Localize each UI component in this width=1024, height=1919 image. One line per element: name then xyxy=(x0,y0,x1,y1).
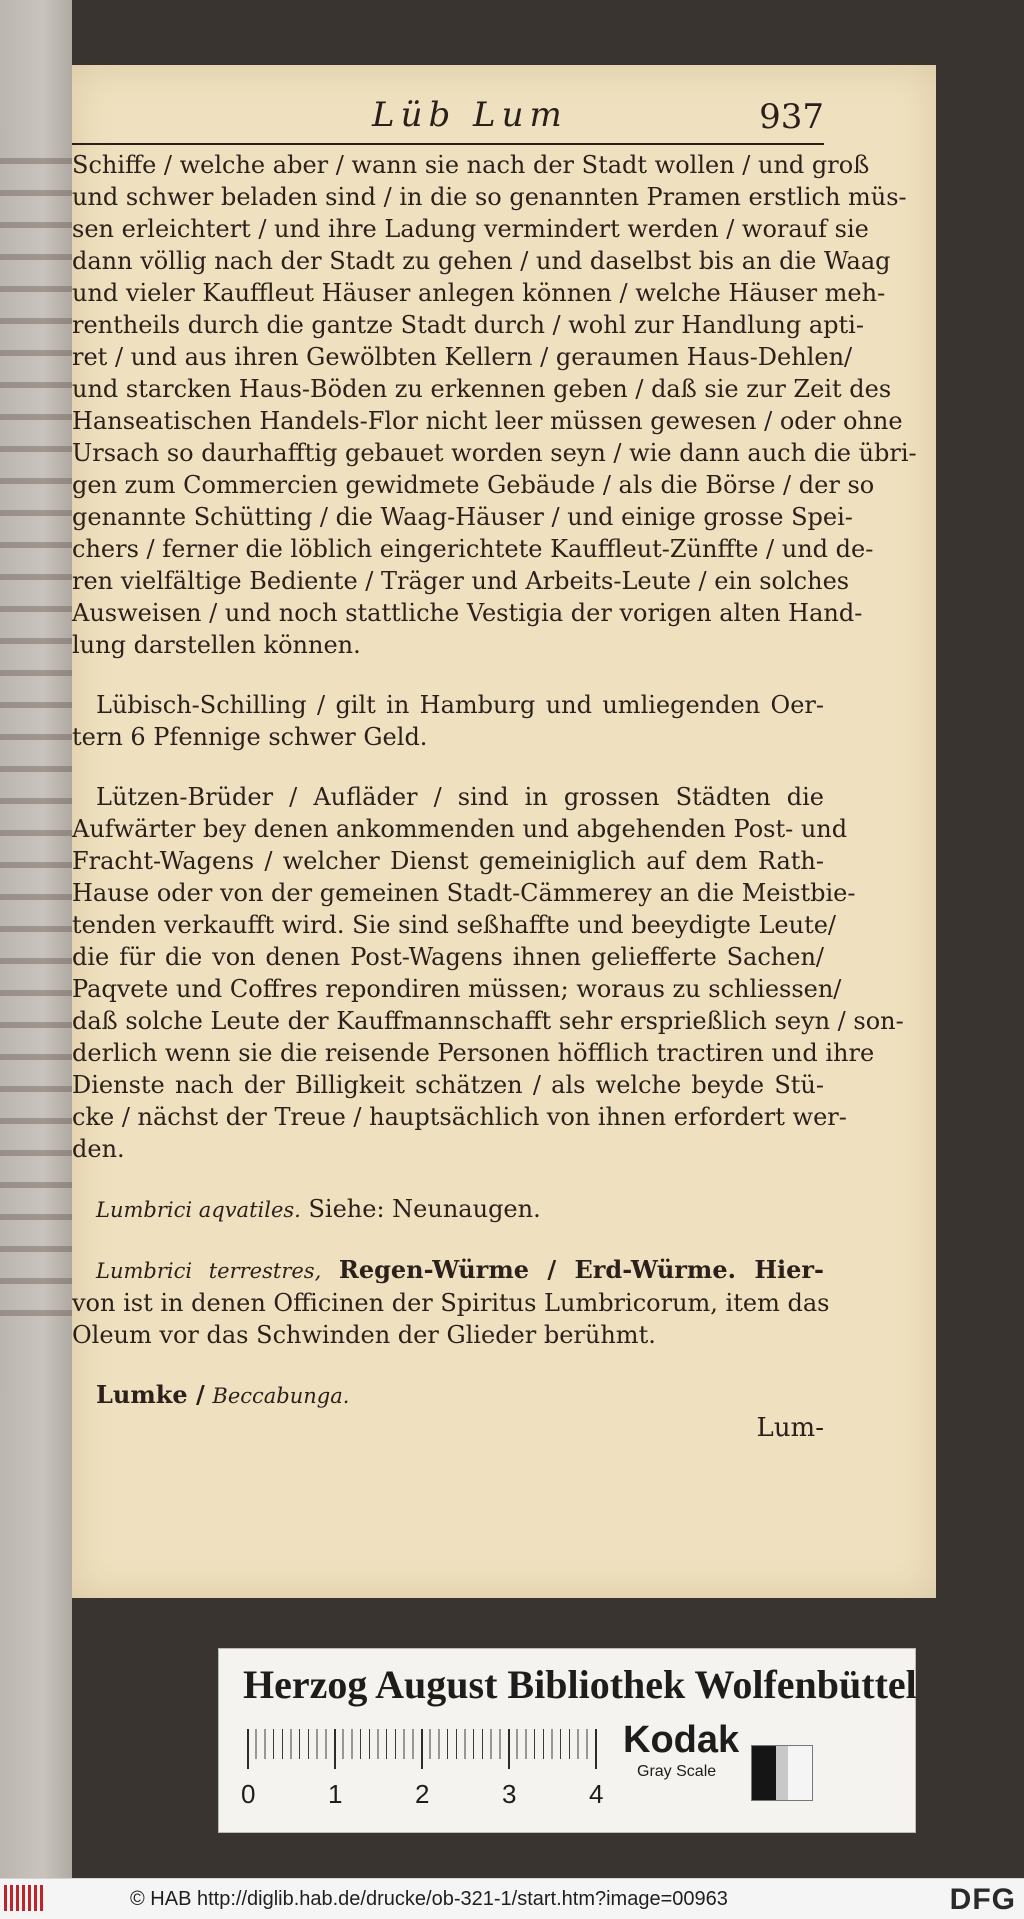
text-line: Ausweisen / und noch stattliche Vestigia der vorigen alten Hand- xyxy=(72,599,863,627)
entry-text: Siehe: Neunaugen. xyxy=(308,1195,541,1223)
text-line: und schwer beladen sind / in die so genannten Pramen erstlich müs- xyxy=(72,183,907,211)
paragraph-lumbrici-terrestres xyxy=(72,1254,830,1351)
head-rule xyxy=(72,143,824,145)
ruler-major-tick xyxy=(508,1729,510,1769)
text-line: chers / ferner die löblich eingerichtete Kauffleut-Zünffte / und de- xyxy=(72,535,874,563)
hab-barcode-icon xyxy=(4,1885,46,1911)
lemma: Lumbrici aqvatiles. xyxy=(96,1198,301,1222)
entry-text: Beccabunga. xyxy=(212,1384,350,1408)
text-line: ren vielfältige Bediente / Träger und Arbeits-Leute / ein solches xyxy=(72,567,850,595)
lemma: Lumke / xyxy=(96,1380,205,1409)
text-line: Hause oder von der gemeinen Stadt-Cämmerey an die Meistbie- xyxy=(72,879,856,907)
entry-text: von ist in denen Officinen der Spiritus Lumbricorum, item das xyxy=(72,1289,830,1317)
running-head xyxy=(72,95,936,145)
text-line: Hanseatischen Handels-Flor nicht leer müssen gewesen / oder ohne xyxy=(72,407,903,435)
text-line: die für die von denen Post-Wagens ihnen geliefferte Sachen/ xyxy=(72,943,824,971)
text-line: Aufwärter bey denen ankommenden und abgehenden Post- und xyxy=(72,815,848,843)
text-line: tern 6 Pfennige schwer Geld. xyxy=(72,723,428,751)
text-line: Ursach so daurhafftig gebauet worden seyn / wie dann auch die übri- xyxy=(72,439,917,467)
ruler-major-tick xyxy=(334,1729,336,1769)
ruler-major-tick xyxy=(247,1729,249,1769)
text-line: cke / nächst der Treue / hauptsächlich von ihnen erfordert wer- xyxy=(72,1103,847,1131)
catchword: Lum- xyxy=(756,1413,824,1443)
paragraph-luetzen-brueder xyxy=(72,781,904,1165)
text-line: sen erleichtert / und ihre Ladung vermindert werden / worauf sie xyxy=(72,215,869,243)
source-url[interactable]: © HAB http://diglib.hab.de/drucke/ob-321-1/start.htm?image=00963 xyxy=(130,1888,728,1910)
footer-bar xyxy=(0,1878,1024,1919)
ruler-number: 4 xyxy=(589,1779,604,1809)
page-number: 937 xyxy=(759,97,824,137)
text-line: Schiffe / welche aber / wann sie nach der Stadt wollen / und groß xyxy=(72,151,870,179)
text-line: Fracht-Wagens / welcher Dienst gemeiniglich auf dem Rath- xyxy=(72,847,824,875)
text-line: daß solche Leute der Kauffmannschafft sehr ersprießlich seyn / son- xyxy=(72,1007,904,1035)
text-line: Dienste nach der Billigkeit schätzen / als welche beyde Stü- xyxy=(72,1071,824,1099)
color-target-card xyxy=(218,1648,916,1833)
text-line: Lützen-Brüder / Aufläder / sind in grossen Städten die xyxy=(96,783,824,811)
text-line: gen zum Commercien gewidmete Gebäude / als die Börse / der so xyxy=(72,471,875,499)
page-body xyxy=(72,149,917,1422)
paragraph-lumbrici-aqvatiles xyxy=(72,1193,824,1226)
dfg-logo: DFG xyxy=(949,1883,1016,1916)
text-line: genannte Schütting / die Waag-Häuser / und einige grosse Spei- xyxy=(72,503,853,531)
adjacent-page-edge xyxy=(0,0,72,1880)
lemma: Lumbrici terrestres, xyxy=(96,1259,322,1283)
text-line: lung darstellen können. xyxy=(72,631,361,659)
text-line: derlich wenn sie die reisende Personen höfflich tractiren und ihre xyxy=(72,1039,875,1067)
text-line: rentheils durch die gantze Stadt durch / wohl zur Handlung apti- xyxy=(72,311,864,339)
text-line: Paqvete und Coffres repondiren müssen; woraus zu schliessen/ xyxy=(72,975,842,1003)
ruler-number: 2 xyxy=(415,1779,430,1809)
text-line: den. xyxy=(72,1135,125,1163)
entry-text: Regen-Würme / Erd-Würme. Hier- xyxy=(338,1255,824,1284)
entry-text: Oleum vor das Schwinden der Glieder berühmt. xyxy=(72,1321,656,1349)
kodak-logo: Kodak xyxy=(623,1719,740,1761)
text-line: und starcken Haus-Böden zu erkennen geben / daß sie zur Zeit des xyxy=(72,375,892,403)
ruler-number: 1 xyxy=(328,1779,343,1809)
ruler-number: 0 xyxy=(241,1779,256,1809)
library-name: Herzog August Bibliothek Wolfenbüttel xyxy=(243,1662,917,1707)
ruler-number: 3 xyxy=(502,1779,517,1809)
ruler-major-tick xyxy=(421,1729,423,1769)
paragraph-luebisch-schilling xyxy=(72,689,824,753)
gray-scale-patch xyxy=(751,1745,813,1801)
text-line: Lübisch-Schilling / gilt in Hamburg und umliegenden Oer- xyxy=(96,691,824,719)
scale-ruler xyxy=(241,1729,604,1809)
text-line: und vieler Kauffleut Häuser anlegen können / welche Häuser meh- xyxy=(72,279,886,307)
book-page xyxy=(72,65,936,1598)
running-head-title: Lüb Lum xyxy=(372,95,568,135)
ruler-major-tick xyxy=(595,1729,597,1769)
bleed-through-lines xyxy=(0,140,72,1340)
text-line: tenden verkaufft wird. Sie sind seßhaffte und beeydigte Leute/ xyxy=(72,911,837,939)
text-line: ret / und aus ihren Gewölbten Kellern / geraumen Haus-Dehlen/ xyxy=(72,343,853,371)
gray-scale-label: Gray Scale xyxy=(637,1763,717,1780)
paragraph-luebeck xyxy=(72,149,917,661)
paragraph-lumke xyxy=(72,1379,824,1412)
text-line: dann völlig nach der Stadt zu gehen / und daselbst bis an die Waag xyxy=(72,247,891,275)
